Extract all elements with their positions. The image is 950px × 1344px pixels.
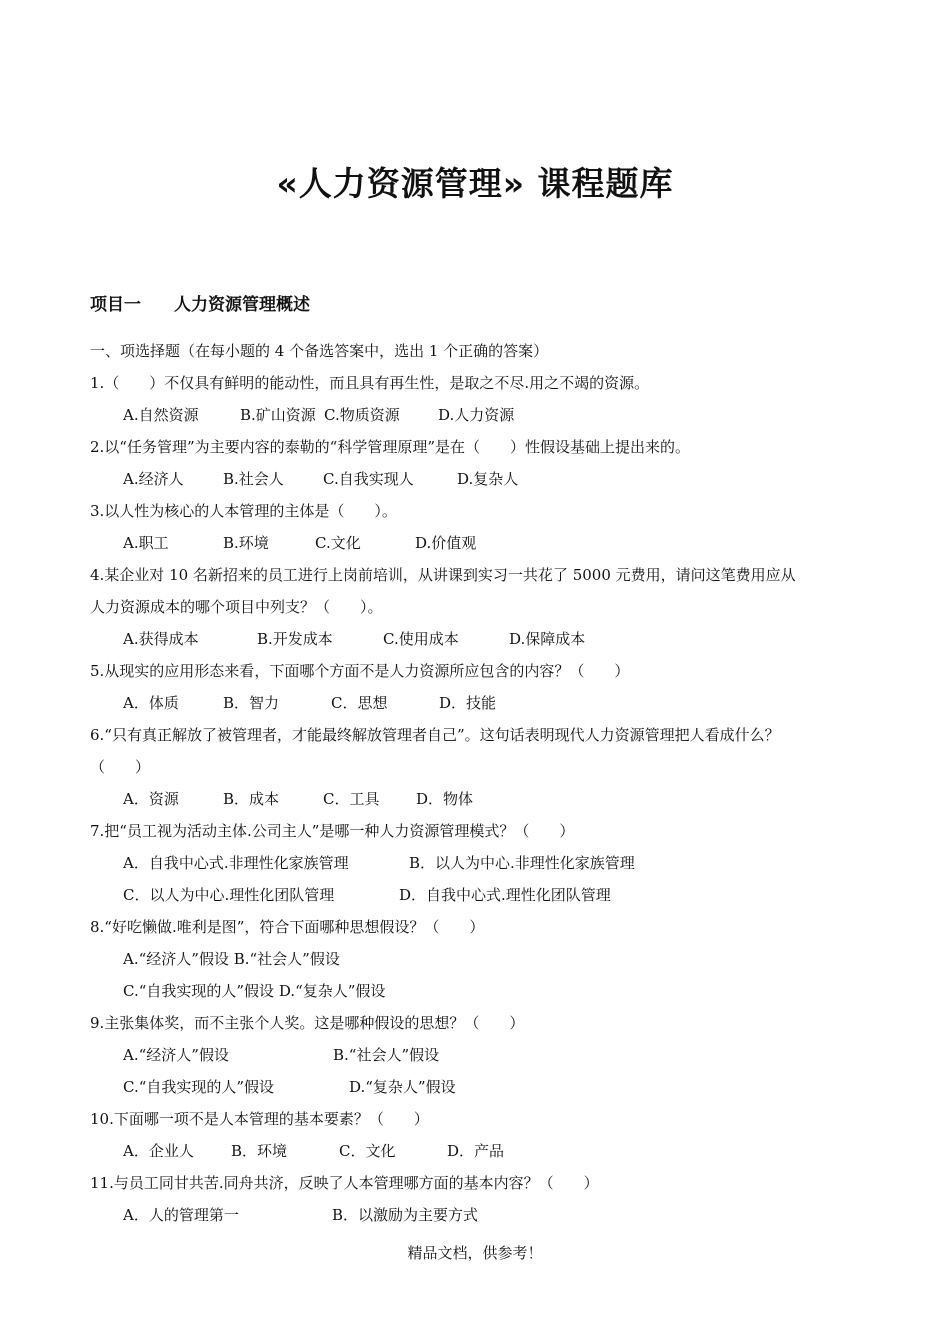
answer-option: C．工具 bbox=[323, 790, 380, 808]
answer-option: D.“复杂人”假设 bbox=[349, 1078, 456, 1096]
question-text: 11.与员工同甘共苦.同舟共济，反映了人本管理哪方面的基本内容？（ ） bbox=[90, 1174, 599, 1192]
answer-option: B．成本 bbox=[223, 790, 280, 808]
answer-option: A.“经济人”假设 B.“社会人”假设 bbox=[123, 950, 340, 968]
answer-options bbox=[90, 1135, 870, 1167]
section-number: 项目一 bbox=[90, 295, 141, 315]
answer-option: C.物质资源 bbox=[324, 406, 400, 424]
answer-options bbox=[90, 975, 870, 1007]
answer-option: A．体质 bbox=[123, 694, 179, 712]
answer-options bbox=[90, 1039, 870, 1071]
answer-options bbox=[90, 943, 870, 975]
question-text: 5.从现实的应用形态来看，下面哪个方面不是人力资源所应包含的内容？（ ） bbox=[90, 662, 630, 680]
answer-options bbox=[90, 1199, 870, 1231]
answer-option: A．企业人 bbox=[123, 1142, 194, 1160]
answer-option: D．技能 bbox=[439, 694, 497, 712]
section-name: 人力资源管理概述 bbox=[174, 295, 310, 315]
answer-option: C.使用成本 bbox=[383, 630, 459, 648]
answer-option: A.获得成本 bbox=[123, 630, 199, 648]
answer-option: B．环境 bbox=[231, 1142, 288, 1160]
question-text: 2.以“任务管理”为主要内容的泰勒的“科学管理原理”是在（ ）性假设基础上提出来的。 bbox=[90, 438, 690, 456]
answer-options bbox=[90, 463, 870, 495]
question-text: 4.某企业对 10 名新招来的员工进行上岗前培训，从讲课到实习一共花了 5000 元费用，请问这笔费用应从 bbox=[90, 566, 796, 584]
answer-option: B．智力 bbox=[223, 694, 280, 712]
answer-option: A．自我中心式.非理性化家族管理 bbox=[123, 854, 349, 872]
answer-options bbox=[90, 879, 870, 911]
answer-option: C.“自我实现的人”假设 D.“复杂人”假设 bbox=[123, 982, 386, 1000]
answer-option: B.开发成本 bbox=[257, 630, 333, 648]
instructions: 一、项选择题（在每小题的 4 个备选答案中，选出 1 个正确的答案） bbox=[90, 342, 549, 360]
page-title: «人力资源管理» 课程题库 bbox=[276, 164, 674, 203]
question-lines bbox=[90, 367, 870, 1231]
answer-option: C.“自我实现的人”假设 bbox=[123, 1078, 275, 1096]
answer-option: B.社会人 bbox=[223, 470, 284, 488]
answer-option: A．人的管理第一 bbox=[123, 1206, 239, 1224]
answer-option: B．以激励为主要方式 bbox=[332, 1206, 479, 1224]
question-text: 人力资源成本的哪个项目中列支？（ ）。 bbox=[90, 598, 383, 616]
answer-options bbox=[90, 1071, 870, 1103]
answer-option: D.保障成本 bbox=[509, 630, 586, 648]
answer-option: B.环境 bbox=[223, 534, 269, 552]
answer-options bbox=[90, 399, 870, 431]
page-footer: 精品文档，供参考！ bbox=[407, 1244, 543, 1262]
answer-option: A．资源 bbox=[123, 790, 179, 808]
answer-option: D.人力资源 bbox=[438, 406, 515, 424]
answer-option: C．思想 bbox=[331, 694, 388, 712]
question-text: 9.主张集体奖，而不主张个人奖。这是哪种假设的思想？（ ） bbox=[90, 1014, 525, 1032]
answer-option: C.文化 bbox=[315, 534, 361, 552]
question-text: （ ） bbox=[90, 758, 151, 776]
answer-option: A.职工 bbox=[123, 534, 169, 552]
question-text: 10.下面哪一项不是人本管理的基本要素？（ ） bbox=[90, 1110, 429, 1128]
question-text: 1.（ ）不仅具有鲜明的能动性，而且具有再生性，是取之不尽.用之不竭的资源。 bbox=[90, 374, 650, 392]
answer-option: B.矿山资源 bbox=[240, 406, 316, 424]
answer-option: B.“社会人”假设 bbox=[333, 1046, 440, 1064]
answer-options bbox=[90, 783, 870, 815]
section-heading bbox=[90, 290, 310, 315]
question-text: 3.以人性为核心的人本管理的主体是（ ）。 bbox=[90, 502, 397, 520]
answer-option: D．物体 bbox=[416, 790, 474, 808]
answer-option: B．以人为中心.非理性化家族管理 bbox=[409, 854, 635, 872]
answer-options bbox=[90, 527, 870, 559]
question-text: 7.把“员工视为活动主体.公司主人”是哪一种人力资源管理模式？（ ） bbox=[90, 822, 575, 840]
answer-option: D．产品 bbox=[447, 1142, 505, 1160]
answer-option: A.自然资源 bbox=[123, 406, 199, 424]
answer-option: A.“经济人”假设 bbox=[123, 1046, 229, 1064]
answer-option: D.复杂人 bbox=[457, 470, 519, 488]
question-text: 6.“只有真正解放了被管理者，才能最终解放管理者自己”。这句话表明现代人力资源管理把人看成什么？ bbox=[90, 726, 780, 744]
answer-option: D．自我中心式.理性化团队管理 bbox=[399, 886, 611, 904]
answer-option: C．文化 bbox=[339, 1142, 396, 1160]
answer-options bbox=[90, 687, 870, 719]
question-list bbox=[90, 335, 870, 1231]
answer-option: A.经济人 bbox=[123, 470, 184, 488]
answer-option: D.价值观 bbox=[415, 534, 477, 552]
answer-options bbox=[90, 623, 870, 655]
answer-options bbox=[90, 847, 870, 879]
answer-option: C.自我实现人 bbox=[323, 470, 414, 488]
answer-option: C．以人为中心.理性化团队管理 bbox=[123, 886, 335, 904]
question-text: 8.“好吃懒做.唯利是图”，符合下面哪种思想假设？（ ） bbox=[90, 918, 485, 936]
